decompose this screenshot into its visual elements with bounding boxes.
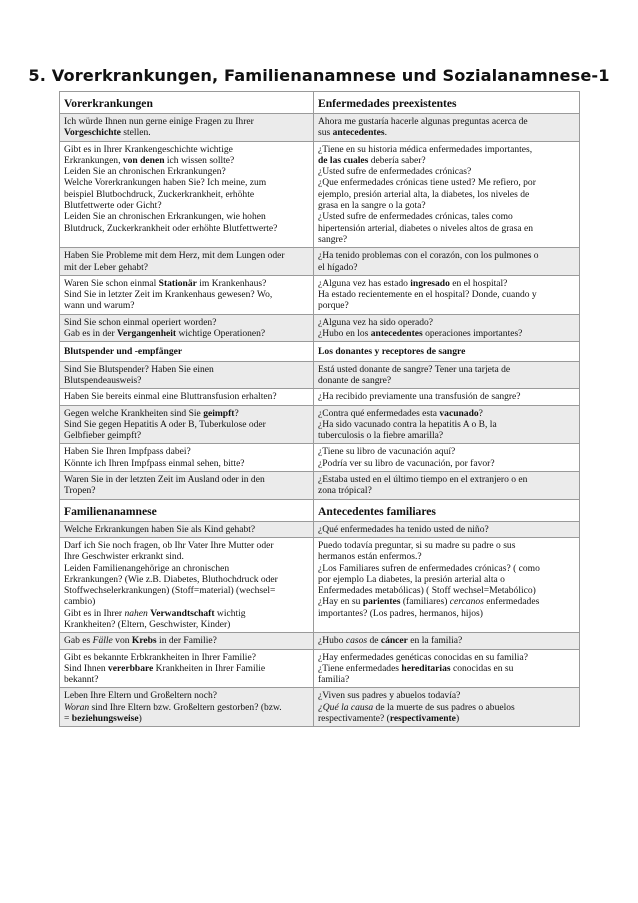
text-segment: Familienanamnese bbox=[64, 504, 157, 518]
spanish-cell bbox=[314, 275, 580, 314]
spanish-cell bbox=[314, 521, 580, 537]
section-header-row bbox=[60, 92, 580, 114]
text-line bbox=[318, 116, 575, 127]
text-segment: Gab es bbox=[64, 635, 93, 647]
bold-term: geimpft bbox=[203, 407, 235, 419]
german-cell bbox=[60, 537, 314, 632]
text-line bbox=[64, 430, 309, 441]
text-segment: tuberculosis o la fiebre amarilla? bbox=[318, 430, 444, 442]
text-segment: Welche Vorerkrankungen haben Sie? Ich meine, zum bbox=[64, 177, 267, 189]
text-line bbox=[64, 652, 309, 663]
text-line bbox=[318, 127, 575, 138]
text-segment: enfermedades bbox=[483, 596, 540, 608]
text-line bbox=[64, 408, 309, 419]
bold-term: antecedentes bbox=[370, 328, 423, 340]
german-cell bbox=[60, 633, 314, 649]
german-cell bbox=[60, 649, 314, 688]
table-row bbox=[60, 114, 580, 142]
text-line bbox=[64, 289, 309, 300]
text-line bbox=[64, 127, 309, 138]
text-line bbox=[318, 250, 575, 261]
text-line bbox=[64, 458, 309, 469]
table-row bbox=[60, 141, 580, 248]
text-segment: Krankheiten? (Eltern, Geschwister, Kinder) bbox=[64, 618, 231, 630]
text-segment: de bbox=[367, 635, 381, 647]
text-segment: Welche Erkrankungen haben Sie als Kind gehabt? bbox=[64, 523, 256, 535]
text-line bbox=[318, 524, 575, 535]
text-line bbox=[318, 505, 575, 518]
text-segment: ¿Contra qué enfermedades esta bbox=[318, 407, 440, 419]
text-segment: Tropen? bbox=[64, 485, 96, 497]
text-segment: ¿Qué enfermedades ha tenido usted de niño? bbox=[318, 523, 489, 535]
text-line bbox=[64, 419, 309, 430]
text-segment: hipertensión arterial, diabetes o niveles altos de grasa en bbox=[318, 222, 533, 234]
german-cell bbox=[60, 499, 314, 521]
text-line bbox=[64, 505, 309, 518]
text-line bbox=[318, 551, 575, 562]
text-segment: Waren Sie schon einmal bbox=[64, 277, 159, 289]
text-segment: mit der Leber gehabt? bbox=[64, 261, 149, 273]
german-cell bbox=[60, 472, 314, 500]
text-line bbox=[64, 346, 309, 357]
spanish-cell bbox=[314, 314, 580, 342]
text-line bbox=[318, 364, 575, 375]
spanish-cell bbox=[314, 633, 580, 649]
text-line bbox=[318, 608, 575, 619]
text-line bbox=[64, 663, 309, 674]
table-row bbox=[60, 537, 580, 632]
text-segment: Gibt es in Ihrer Krankengeschichte wichtige bbox=[64, 143, 233, 155]
table-row bbox=[60, 521, 580, 537]
table-row bbox=[60, 405, 580, 444]
text-segment: por ejemplo La diabetes, la presión arterial alta o bbox=[318, 573, 505, 585]
table-row bbox=[60, 314, 580, 342]
text-segment: Erkrankungen? (Wie z.B. Diabetes, Bluthochdruck oder bbox=[64, 573, 278, 585]
text-line bbox=[64, 300, 309, 311]
german-cell bbox=[60, 248, 314, 276]
text-line bbox=[318, 635, 575, 646]
text-line bbox=[64, 116, 309, 127]
text-segment: Leiden Sie an chronischen Erkrankungen, wie hohen bbox=[64, 211, 266, 223]
section-header-row bbox=[60, 342, 580, 361]
bold-term: ingresado bbox=[410, 277, 450, 289]
translation-table-body bbox=[60, 92, 580, 727]
text-line bbox=[64, 540, 309, 551]
text-segment: en el hospital? bbox=[449, 277, 508, 289]
text-line bbox=[318, 300, 575, 311]
text-line bbox=[318, 652, 575, 663]
text-line bbox=[318, 97, 575, 110]
text-segment: ich wissen sollte? bbox=[164, 154, 235, 166]
text-segment: Darf ich Sie noch fragen, ob Ihr Vater Ihre Mutter oder bbox=[64, 539, 274, 551]
spanish-cell bbox=[314, 361, 580, 389]
table-row bbox=[60, 248, 580, 276]
text-segment: ¿Tiene en su historia médica enfermedades importantes, bbox=[318, 143, 533, 155]
german-cell bbox=[60, 444, 314, 472]
text-segment: Sind Sie schon einmal operiert worden? bbox=[64, 316, 217, 328]
german-cell bbox=[60, 688, 314, 727]
text-line bbox=[318, 585, 575, 596]
spanish-cell bbox=[314, 389, 580, 405]
text-segment: Sind Sie gegen Hepatitis A oder B, Tuberkulose oder bbox=[64, 418, 266, 430]
text-line bbox=[64, 278, 309, 289]
text-line bbox=[64, 223, 309, 234]
spanish-cell bbox=[314, 92, 580, 114]
table-row bbox=[60, 633, 580, 649]
text-segment: bekannt? bbox=[64, 674, 99, 686]
text-segment: Los donantes y receptores de sangre bbox=[318, 346, 466, 358]
bold-term: parientes bbox=[362, 596, 401, 608]
text-segment: de la muerte de sus padres o abuelos bbox=[373, 701, 515, 713]
german-cell bbox=[60, 361, 314, 389]
bold-term: Vorgeschichte bbox=[64, 127, 121, 139]
text-segment: wann und warum? bbox=[64, 300, 135, 312]
text-segment: familia? bbox=[318, 674, 350, 686]
text-segment: Sind Ihnen bbox=[64, 662, 109, 674]
text-segment: ¿Hay en su bbox=[318, 596, 363, 608]
text-segment: Blutfettwerte oder Gicht? bbox=[64, 200, 162, 212]
table-row bbox=[60, 361, 580, 389]
italic-term: Woran bbox=[64, 701, 90, 713]
spanish-cell bbox=[314, 688, 580, 727]
text-line bbox=[64, 690, 309, 701]
text-segment: ¿Ha sido vacunado contra la hepatitis A o B, la bbox=[318, 418, 497, 430]
text-segment: Haben Sie Ihren Impfpass dabei? bbox=[64, 446, 191, 458]
text-line bbox=[64, 144, 309, 155]
text-line bbox=[64, 262, 309, 273]
text-line bbox=[318, 458, 575, 469]
text-segment: Gab es in der bbox=[64, 328, 118, 340]
text-line bbox=[64, 97, 309, 110]
text-line bbox=[64, 211, 309, 222]
text-line bbox=[64, 364, 309, 375]
bold-term: hereditarias bbox=[401, 662, 451, 674]
text-segment: Puedo todavía preguntar, si su madre su padre o sus bbox=[318, 539, 516, 551]
italic-term: casos bbox=[345, 635, 368, 647]
text-segment: ? bbox=[478, 407, 483, 419]
german-cell bbox=[60, 141, 314, 248]
text-segment: ejemplo, presión arterial alta, la diabetes, los niveles de bbox=[318, 188, 530, 200]
text-line bbox=[318, 391, 575, 402]
text-segment: ¿Alguna vez ha sido operado? bbox=[318, 316, 434, 328]
text-line bbox=[64, 446, 309, 457]
text-line bbox=[318, 474, 575, 485]
text-segment: wichtig bbox=[214, 607, 246, 619]
text-segment: stellen. bbox=[120, 127, 151, 139]
text-line bbox=[64, 375, 309, 386]
text-segment: sind Ihre Eltern bzw. Großeltern gestorben? (bzw. bbox=[89, 701, 282, 713]
text-line bbox=[64, 155, 309, 166]
text-segment: Leben Ihre Eltern und Großeltern noch? bbox=[64, 690, 217, 702]
text-segment: Ich würde Ihnen nun gerne einige Fragen zu Ihrer bbox=[64, 116, 254, 127]
text-line bbox=[318, 690, 575, 701]
spanish-cell bbox=[314, 472, 580, 500]
text-segment: ) bbox=[138, 713, 142, 725]
spanish-cell bbox=[314, 499, 580, 521]
text-line bbox=[64, 250, 309, 261]
text-segment: Blutspender und -empfänger bbox=[64, 346, 183, 358]
german-cell bbox=[60, 314, 314, 342]
text-line bbox=[64, 328, 309, 339]
text-line bbox=[318, 346, 575, 357]
spanish-cell bbox=[314, 342, 580, 361]
bold-term: Stationär bbox=[158, 277, 197, 289]
italic-term: cercanos bbox=[449, 596, 484, 608]
text-segment: Gibt es bekannte Erbkrankheiten in Ihrer Familie? bbox=[64, 651, 256, 663]
text-line bbox=[64, 200, 309, 211]
translation-table bbox=[59, 91, 580, 727]
text-line bbox=[318, 223, 575, 234]
german-cell bbox=[60, 521, 314, 537]
text-line bbox=[318, 262, 575, 273]
text-segment: in der Familie? bbox=[156, 635, 217, 647]
text-segment: ¿Ha tenido problemas con el corazón, con los pulmones o bbox=[318, 250, 539, 262]
german-cell bbox=[60, 92, 314, 114]
text-line bbox=[318, 408, 575, 419]
table-row bbox=[60, 389, 580, 405]
text-line bbox=[64, 702, 309, 713]
text-segment: sangre? bbox=[318, 233, 348, 245]
table-row bbox=[60, 444, 580, 472]
text-segment: el hígado? bbox=[318, 261, 358, 273]
text-line bbox=[318, 574, 575, 585]
italic-term: Fälle bbox=[92, 635, 113, 647]
text-segment: Haben Sie Probleme mit dem Herz, mit dem Lungen oder bbox=[64, 250, 285, 262]
text-segment: ) bbox=[455, 713, 460, 725]
text-segment: Sind Sie Blutspender? Haben Sie einen bbox=[64, 363, 214, 375]
text-segment: Stoffwechselerkrankungen) (Stoff=material) (wechsel= bbox=[64, 585, 276, 597]
text-segment: operaciones importantes? bbox=[422, 328, 523, 340]
german-cell bbox=[60, 114, 314, 142]
text-line bbox=[318, 211, 575, 222]
text-segment: Blutspendeausweis? bbox=[64, 374, 142, 386]
bold-term: antecedentes bbox=[332, 127, 385, 139]
spanish-cell bbox=[314, 114, 580, 142]
text-segment: en la familia? bbox=[407, 635, 463, 647]
text-line bbox=[318, 328, 575, 339]
spanish-cell bbox=[314, 649, 580, 688]
text-line bbox=[64, 391, 309, 402]
text-segment: Antecedentes familiares bbox=[318, 504, 436, 518]
text-line bbox=[64, 317, 309, 328]
text-segment: von bbox=[112, 635, 132, 647]
text-segment: ¿Hubo bbox=[318, 635, 346, 647]
bold-term: beziehungsweise bbox=[71, 713, 139, 725]
text-line bbox=[64, 474, 309, 485]
text-line bbox=[64, 713, 309, 724]
text-line bbox=[64, 619, 309, 630]
spanish-cell bbox=[314, 444, 580, 472]
text-line bbox=[318, 419, 575, 430]
german-cell bbox=[60, 275, 314, 314]
text-segment: porque? bbox=[318, 300, 349, 312]
text-line bbox=[64, 674, 309, 685]
section-header-row bbox=[60, 499, 580, 521]
text-line bbox=[64, 485, 309, 496]
text-line bbox=[64, 166, 309, 177]
bold-term: Krebs bbox=[131, 635, 157, 647]
text-segment: Enfermedades metabólicas) ( Stoff wechsel=Metabólico) bbox=[318, 585, 536, 597]
text-line bbox=[318, 430, 575, 441]
text-line bbox=[318, 166, 575, 177]
text-segment: ¿Hubo en los bbox=[318, 328, 371, 340]
text-segment: importantes? (Los padres, hermanos, hijos) bbox=[318, 607, 483, 619]
bold-term: von denen bbox=[122, 154, 165, 166]
text-segment: Haben Sie bereits einmal eine Bluttransfusion erhalten? bbox=[64, 391, 277, 403]
bold-term: Vergangenheit bbox=[117, 328, 177, 340]
table-row bbox=[60, 472, 580, 500]
text-line bbox=[318, 278, 575, 289]
text-segment: ¿Hay enfermedades genéticas conocidas en su familia? bbox=[318, 651, 528, 663]
text-line bbox=[318, 485, 575, 496]
text-line bbox=[318, 234, 575, 245]
text-segment: conocidas en su bbox=[450, 662, 514, 674]
text-line bbox=[318, 563, 575, 574]
text-segment: ¿Alguna vez has estado bbox=[318, 277, 411, 289]
table-row bbox=[60, 275, 580, 314]
text-segment: Könnte ich Ihren Impfpass einmal sehen, bitte? bbox=[64, 457, 245, 469]
text-segment: hermanos están enfermos.? bbox=[318, 551, 422, 563]
text-line bbox=[64, 551, 309, 562]
text-line bbox=[318, 663, 575, 674]
text-line bbox=[318, 375, 575, 386]
text-segment: Ha estado recientemente en el hospital? Donde, cuando y bbox=[318, 289, 537, 301]
text-line bbox=[64, 563, 309, 574]
bold-term: vacunado bbox=[439, 407, 479, 419]
text-segment: im Krankenhaus? bbox=[196, 277, 267, 289]
text-line bbox=[64, 608, 309, 619]
text-segment: Está usted donante de sangre? Tener una tarjeta de bbox=[318, 363, 511, 375]
text-line bbox=[64, 635, 309, 646]
german-cell bbox=[60, 405, 314, 444]
text-line bbox=[64, 585, 309, 596]
text-segment: Gibt es in Ihrer bbox=[64, 607, 125, 619]
text-segment: Ahora me gustaría hacerle algunas preguntas acerca de bbox=[318, 116, 528, 127]
text-segment: Waren Sie in der letzten Zeit im Ausland oder in den bbox=[64, 474, 265, 486]
text-line bbox=[318, 189, 575, 200]
text-segment: Gelbfieber geimpft? bbox=[64, 430, 142, 442]
text-line bbox=[64, 524, 309, 535]
italic-term: nahen bbox=[124, 607, 148, 619]
spanish-cell bbox=[314, 405, 580, 444]
text-line bbox=[318, 702, 575, 713]
page-title: 5. Vorerkrankungen, Familienanamnese und Sozialanamnese-1 bbox=[28, 66, 610, 85]
text-segment: ¿Que enfermedades crónicas tiene usted? Me refiero, por bbox=[318, 177, 536, 189]
text-segment: ? bbox=[234, 407, 239, 419]
text-line bbox=[318, 540, 575, 551]
text-segment: wichtige Operationen? bbox=[176, 328, 266, 340]
text-line bbox=[318, 317, 575, 328]
text-segment: cambio) bbox=[64, 596, 96, 608]
bold-term: de las cuales bbox=[318, 154, 369, 166]
text-segment: ¿Estaba usted en el último tiempo en el extranjero o en bbox=[318, 474, 528, 486]
text-segment: sus bbox=[318, 127, 333, 139]
bold-term: vererbbare bbox=[108, 662, 154, 674]
text-line bbox=[64, 596, 309, 607]
text-segment: ¿Los Familiares sufren de enfermedades crónicas? ( como bbox=[318, 562, 540, 574]
text-line bbox=[318, 144, 575, 155]
table-row bbox=[60, 649, 580, 688]
italic-term: ¿Qué la causa bbox=[318, 701, 374, 713]
spanish-cell bbox=[314, 248, 580, 276]
text-segment: Blutdruck, Zuckerkrankheit oder erhöhte Blutfettwerte? bbox=[64, 222, 278, 234]
text-segment: respectivamente? ( bbox=[318, 713, 390, 725]
text-line bbox=[318, 596, 575, 607]
text-line bbox=[318, 289, 575, 300]
spanish-cell bbox=[314, 537, 580, 632]
text-segment: Vorerkrankungen bbox=[64, 97, 153, 110]
text-segment: ¿Tiene enfermedades bbox=[318, 662, 402, 674]
spanish-cell bbox=[314, 141, 580, 248]
text-line bbox=[318, 713, 575, 724]
text-segment: ¿Usted sufre de enfermedades crónicas, tales como bbox=[318, 211, 513, 223]
text-segment: grasa en la sangre o la gota? bbox=[318, 200, 426, 212]
text-line bbox=[64, 189, 309, 200]
text-line bbox=[318, 674, 575, 685]
text-segment: Leiden Sie an chronischen Erkrankungen? bbox=[64, 166, 226, 178]
text-segment: ¿Tiene su libro de vacunación aquí? bbox=[318, 446, 456, 458]
text-segment: ¿Viven sus padres y abuelos todavía? bbox=[318, 690, 461, 702]
text-line bbox=[318, 200, 575, 211]
text-line bbox=[318, 177, 575, 188]
text-segment: Leiden Familienangehörige an chronischen bbox=[64, 562, 230, 574]
german-cell bbox=[60, 389, 314, 405]
text-segment: Enfermedades preexistentes bbox=[318, 97, 457, 110]
text-line bbox=[318, 155, 575, 166]
german-cell bbox=[60, 342, 314, 361]
text-segment: = bbox=[64, 713, 72, 725]
bold-term: Verwandtschaft bbox=[150, 607, 215, 619]
text-segment: donante de sangre? bbox=[318, 374, 392, 386]
text-segment: . bbox=[384, 127, 387, 139]
text-segment: Ihre Geschwister erkrankt sind. bbox=[64, 551, 184, 563]
text-segment: ¿Podría ver su libro de vacunación, por favor? bbox=[318, 457, 495, 469]
table-row bbox=[60, 688, 580, 727]
text-segment: zona trópical? bbox=[318, 485, 372, 497]
text-segment: ¿Ha recibido previamente una transfusión de sangre? bbox=[318, 391, 521, 403]
text-line bbox=[318, 446, 575, 457]
text-line bbox=[64, 574, 309, 585]
text-segment: Sind Sie in letzter Zeit im Krankenhaus gewesen? Wo, bbox=[64, 289, 273, 301]
text-segment: beispiel Blutbochdruck, Zuckerkrankheit, erhöhte bbox=[64, 188, 255, 200]
text-segment: Gegen welche Krankheiten sind Sie bbox=[64, 407, 204, 419]
bold-term: cáncer bbox=[380, 635, 408, 647]
text-segment: (familiares) bbox=[400, 596, 450, 608]
text-segment: ¿Usted sufre de enfermedades crónicas? bbox=[318, 166, 472, 178]
text-segment: Erkrankungen, bbox=[64, 154, 123, 166]
text-segment: Krankheiten in Ihrer Familie bbox=[153, 662, 266, 674]
text-line bbox=[64, 177, 309, 188]
text-segment: debería saber? bbox=[368, 154, 426, 166]
bold-term: respectivamente bbox=[389, 713, 456, 725]
